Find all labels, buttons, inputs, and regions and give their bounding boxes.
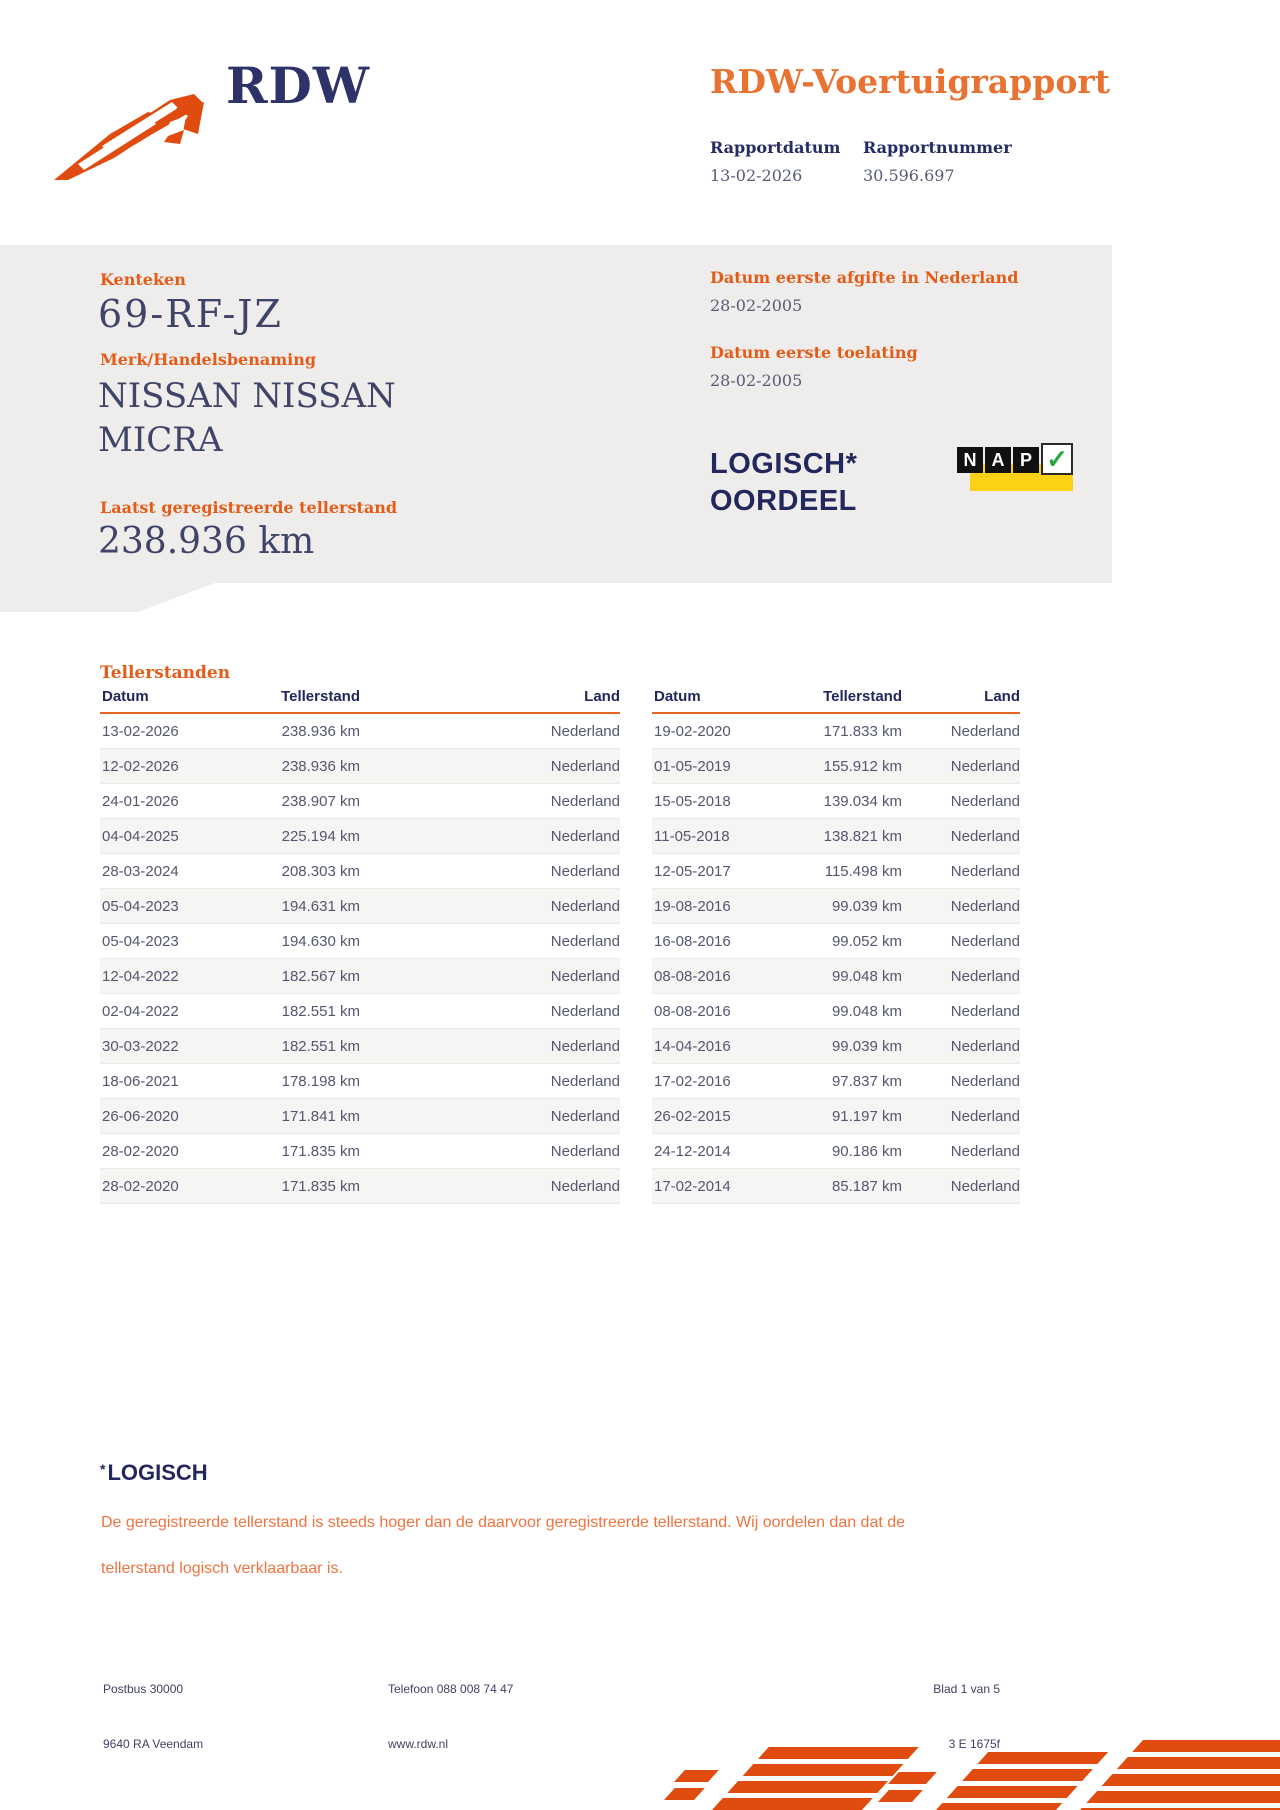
tellerstand-cell: 99.039 km <box>807 1029 902 1064</box>
datum-cell: 12-02-2026 <box>100 749 260 784</box>
land-cell: Nederland <box>902 924 1020 959</box>
tellerstand-cell: 208.303 km <box>260 854 360 889</box>
report-number-label: Rapportnummer <box>863 138 1012 157</box>
datum-cell: 08-08-2016 <box>652 994 807 1029</box>
datum-cell: 28-03-2024 <box>100 854 260 889</box>
datum-cell: 24-12-2014 <box>652 1134 807 1169</box>
footer-artwork <box>660 1738 1280 1810</box>
tellerstand-cell: 171.841 km <box>260 1099 360 1134</box>
land-cell: Nederland <box>360 1169 620 1204</box>
table-row <box>652 749 1020 784</box>
datum-cell: 02-04-2022 <box>100 994 260 1029</box>
land-cell: Nederland <box>902 713 1020 749</box>
land-cell: Nederland <box>902 1029 1020 1064</box>
tellerstand-cell: 90.186 km <box>807 1134 902 1169</box>
table-row <box>100 924 620 959</box>
datum-cell: 17-02-2016 <box>652 1064 807 1099</box>
merk-value: NISSAN NISSAN MICRA <box>98 376 396 460</box>
datum-cell: 30-03-2022 <box>100 1029 260 1064</box>
table-row <box>652 819 1020 854</box>
merk-label: Merk/Handelsbenaming <box>100 350 317 369</box>
column-header-datum: Datum <box>100 688 260 713</box>
tellerstand-cell: 138.821 km <box>807 819 902 854</box>
toelating-value: 28-02-2005 <box>710 371 803 390</box>
land-cell: Nederland <box>902 994 1020 1029</box>
tellerstand-cell: 99.048 km <box>807 994 902 1029</box>
datum-cell: 01-05-2019 <box>652 749 807 784</box>
table-row <box>652 1134 1020 1169</box>
land-cell: Nederland <box>360 713 620 749</box>
land-cell: Nederland <box>902 1169 1020 1204</box>
oordeel-line2: OORDEEL <box>710 485 857 517</box>
table-row <box>100 819 620 854</box>
asterisk-marker: * <box>100 1461 106 1477</box>
land-cell: Nederland <box>360 1099 620 1134</box>
column-header-land: Land <box>360 688 620 713</box>
rdw-wordmark: RDW <box>226 56 371 115</box>
tellerstand-cell: 182.567 km <box>260 959 360 994</box>
datum-cell: 12-05-2017 <box>652 854 807 889</box>
footer-page-number: Blad 1 van 5 <box>933 1682 1000 1696</box>
land-cell: Nederland <box>902 1099 1020 1134</box>
column-header-tellerstand: Tellerstand <box>807 688 902 713</box>
tellerstand-cell: 178.198 km <box>260 1064 360 1099</box>
tellerstand-cell: 238.936 km <box>260 749 360 784</box>
tellerstand-cell: 85.187 km <box>807 1169 902 1204</box>
datum-cell: 18-06-2021 <box>100 1064 260 1099</box>
table-row <box>100 1099 620 1134</box>
tellerstand-cell: 182.551 km <box>260 994 360 1029</box>
oordeel-line1: LOGISCH* <box>710 448 858 480</box>
land-cell: Nederland <box>360 784 620 819</box>
tellerstand-cell: 97.837 km <box>807 1064 902 1099</box>
nap-letter-n: N <box>957 447 983 473</box>
footer-address-line2: 9640 RA Veendam <box>103 1737 204 1751</box>
explanation-line1: De geregistreerde tellerstand is steeds hoger dan de daarvoor geregistreerde tellerstand. Wij oordelen dan dat de <box>101 1514 906 1531</box>
nap-letter-p: P <box>1013 447 1039 473</box>
table-row <box>652 889 1020 924</box>
tellerstand-cell: 194.630 km <box>260 924 360 959</box>
footer-address-line1: Postbus 30000 <box>103 1682 184 1696</box>
land-cell: Nederland <box>360 854 620 889</box>
tellerstand-cell: 238.907 km <box>260 784 360 819</box>
datum-cell: 05-04-2023 <box>100 924 260 959</box>
logisch-heading-text: LOGISCH <box>107 1460 208 1485</box>
kenteken-value: 69-RF-JZ <box>98 292 283 336</box>
table-row <box>100 1169 620 1204</box>
land-cell: Nederland <box>902 1134 1020 1169</box>
tellerstand-cell: 99.039 km <box>807 889 902 924</box>
report-number-value: 30.596.697 <box>863 166 955 185</box>
table-row <box>652 1099 1020 1134</box>
table-row <box>652 959 1020 994</box>
logisch-explanation-text <box>101 1500 1001 1592</box>
table-row <box>100 784 620 819</box>
table-row <box>100 1029 620 1064</box>
land-cell: Nederland <box>902 784 1020 819</box>
tellerstand-cell: 91.197 km <box>807 1099 902 1134</box>
laatste-tellerstand-label: Laatst geregistreerde tellerstand <box>100 498 398 517</box>
page-title: RDW-Voertuigrapport <box>710 62 1110 101</box>
oordeel-verdict <box>710 446 857 520</box>
tellerstand-cell: 99.052 km <box>807 924 902 959</box>
datum-cell: 28-02-2020 <box>100 1134 260 1169</box>
datum-cell: 26-02-2015 <box>652 1099 807 1134</box>
laatste-tellerstand-value: 238.936 km <box>98 521 315 562</box>
land-cell: Nederland <box>902 749 1020 784</box>
afgifte-label: Datum eerste afgifte in Nederland <box>710 268 1019 287</box>
tellerstanden-table-right <box>652 688 1020 1204</box>
land-cell: Nederland <box>360 1064 620 1099</box>
table-row <box>652 1169 1020 1204</box>
table-row <box>100 1064 620 1099</box>
land-cell: Nederland <box>360 1134 620 1169</box>
table-row <box>652 1029 1020 1064</box>
tellerstand-cell: 171.833 km <box>807 713 902 749</box>
tellerstanden-table-left <box>100 688 620 1204</box>
column-header-tellerstand: Tellerstand <box>260 688 360 713</box>
land-cell: Nederland <box>360 994 620 1029</box>
datum-cell: 08-08-2016 <box>652 959 807 994</box>
footer-website: www.rdw.nl <box>388 1737 449 1751</box>
table-row <box>100 959 620 994</box>
column-header-land: Land <box>902 688 1020 713</box>
datum-cell: 05-04-2023 <box>100 889 260 924</box>
land-cell: Nederland <box>360 1029 620 1064</box>
land-cell: Nederland <box>360 924 620 959</box>
tellerstand-cell: 171.835 km <box>260 1134 360 1169</box>
explanation-line2: tellerstand logisch verklaarbaar is. <box>101 1560 343 1577</box>
report-date-value: 13-02-2026 <box>710 166 803 185</box>
tellerstand-cell: 238.936 km <box>260 713 360 749</box>
tellerstand-cell: 139.034 km <box>807 784 902 819</box>
table-row <box>100 749 620 784</box>
logisch-explanation-heading <box>100 1460 208 1486</box>
land-cell: Nederland <box>360 889 620 924</box>
datum-cell: 11-05-2018 <box>652 819 807 854</box>
tellerstand-cell: 99.048 km <box>807 959 902 994</box>
land-cell: Nederland <box>360 959 620 994</box>
toelating-label: Datum eerste toelating <box>710 343 918 362</box>
tellerstand-cell: 155.912 km <box>807 749 902 784</box>
datum-cell: 13-02-2026 <box>100 713 260 749</box>
datum-cell: 19-02-2020 <box>652 713 807 749</box>
datum-cell: 14-04-2016 <box>652 1029 807 1064</box>
datum-cell: 26-06-2020 <box>100 1099 260 1134</box>
table-row <box>652 854 1020 889</box>
tellerstanden-heading: Tellerstanden <box>100 663 231 683</box>
datum-cell: 19-08-2016 <box>652 889 807 924</box>
report-date-label: Rapportdatum <box>710 138 841 157</box>
datum-cell: 16-08-2016 <box>652 924 807 959</box>
datum-cell: 28-02-2020 <box>100 1169 260 1204</box>
rdw-wing-logo <box>52 82 208 182</box>
table-row <box>100 994 620 1029</box>
table-row <box>652 994 1020 1029</box>
kenteken-label: Kenteken <box>100 270 186 289</box>
tellerstand-cell: 182.551 km <box>260 1029 360 1064</box>
datum-cell: 15-05-2018 <box>652 784 807 819</box>
datum-cell: 24-01-2026 <box>100 784 260 819</box>
table-row <box>652 713 1020 749</box>
land-cell: Nederland <box>902 889 1020 924</box>
table-row <box>652 1064 1020 1099</box>
footer-phone: Telefoon 088 008 74 47 <box>388 1682 514 1696</box>
nap-checkmark-icon: ✓ <box>1041 443 1073 475</box>
footer-doc-code: 3 E 1675f <box>948 1737 1000 1751</box>
land-cell: Nederland <box>902 959 1020 994</box>
column-header-datum: Datum <box>652 688 807 713</box>
land-cell: Nederland <box>902 854 1020 889</box>
nap-logo <box>957 443 1077 495</box>
table-row <box>100 1134 620 1169</box>
table-row <box>100 854 620 889</box>
afgifte-value: 28-02-2005 <box>710 296 803 315</box>
land-cell: Nederland <box>360 749 620 784</box>
table-row <box>100 713 620 749</box>
land-cell: Nederland <box>902 819 1020 854</box>
land-cell: Nederland <box>902 1064 1020 1099</box>
table-row <box>652 924 1020 959</box>
datum-cell: 17-02-2014 <box>652 1169 807 1204</box>
tellerstand-cell: 115.498 km <box>807 854 902 889</box>
land-cell: Nederland <box>360 819 620 854</box>
datum-cell: 04-04-2025 <box>100 819 260 854</box>
table-row <box>100 889 620 924</box>
tellerstand-cell: 171.835 km <box>260 1169 360 1204</box>
datum-cell: 12-04-2022 <box>100 959 260 994</box>
nap-letter-a: A <box>985 447 1011 473</box>
tellerstand-cell: 194.631 km <box>260 889 360 924</box>
table-row <box>652 784 1020 819</box>
tellerstand-cell: 225.194 km <box>260 819 360 854</box>
